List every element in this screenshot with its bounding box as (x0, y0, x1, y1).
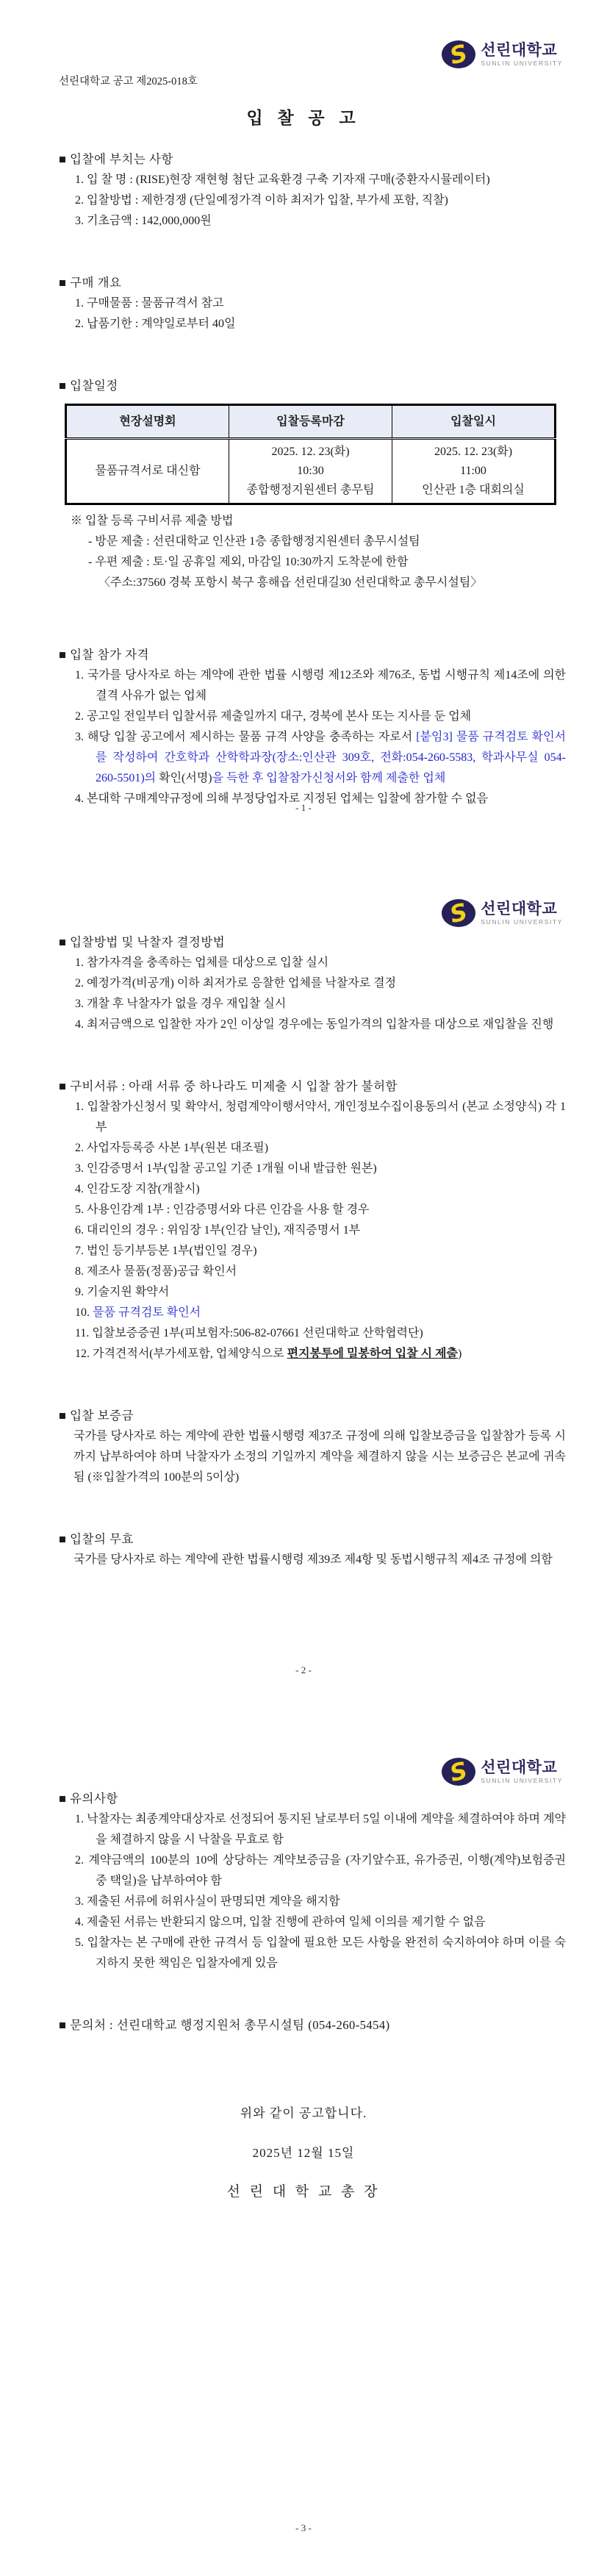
page-1 (0, 0, 607, 859)
list-item-mixed (75, 1303, 566, 1323)
cell-text: 종합행정지원센터 총무팀 (246, 484, 375, 496)
list-item: 3. 제출된 서류에 허위사실이 판명되면 계약을 해지함 (75, 1895, 340, 1908)
text-run-blue: 을 득한 후 입찰참가신청서와 함께 제출한 업체 (212, 772, 446, 784)
list-item-mixed (75, 1344, 566, 1364)
section-purchase-overview (59, 273, 566, 334)
list-item: 6. 대리인의 경우 : 위임장 1부(인감 날인), 재직증명서 1부 (75, 1224, 361, 1237)
list-item-mixed (75, 727, 566, 789)
note-address: 〈주소:37560 경북 포항시 북구 흥해읍 선린대길30 선린대학교 총무시설팀〉 (98, 576, 483, 589)
list-item: 2. 계약금액의 100분의 10에 상당하는 계약보증금을 (자기앞수표, 유가증권, 이행(계약)보험증권 중 택일)을 납부하여야 함 (75, 1854, 566, 1887)
section-title: ■ 입찰방법 및 낙찰자 결정방법 (59, 935, 226, 949)
list-item: 3. 인감증명서 1부(입찰 공고일 기준 1개월 이내 발급한 원본) (75, 1162, 377, 1175)
section-required-documents (59, 1076, 566, 1364)
list-item: 3. 개찰 후 낙찰자가 없을 경우 재입찰 실시 (75, 998, 287, 1010)
section-precautions (59, 1789, 566, 1974)
list-item: 1. 입찰참가신청서 및 확약서, 청렴계약이행서약서, 개인정보수집이용동의서 (본교 소정양식) 각 1부 (75, 1101, 566, 1134)
cell-text: 10:30 (297, 465, 324, 477)
text-run: 3. 해당 입찰 공고에서 제시하는 물품 규격 사양을 충족하는 자로서 (75, 731, 417, 743)
list-item: 1. 참가자격을 충족하는 업체를 대상으로 입찰 실시 (75, 956, 329, 969)
section-bid-deposit (59, 1406, 566, 1488)
section-body: 국가를 당사자로 하는 계약에 관한 법률시행령 제37조 규정에 의해 입찰보증금을 입찰참가 등록 시까지 납부하여야 하며 낙찰자가 소정의 기일까지 계약을 체결하지 않을 시는 보증금은 본교에 귀속됨 (※입찰가격의 100분의 5이상) (73, 1430, 566, 1484)
logo-kr-text: 선린대학교 (481, 900, 558, 917)
list-item: 4. 인감도장 지참(개찰시) (75, 1183, 200, 1195)
list-item: 3. 기초금액 : 142,000,000원 (75, 215, 212, 227)
cell-bid-datetime (392, 439, 556, 504)
logo-en-text: SUNLIN UNIVERSITY (481, 59, 563, 67)
page-number: - 1 - (295, 802, 312, 813)
section-title: ■ 입찰에 부치는 사항 (59, 152, 173, 166)
text-run: 10. (75, 1306, 93, 1319)
closing-statement: 위와 같이 공고합니다. (240, 2106, 367, 2120)
cell-registration-deadline (229, 439, 392, 504)
logo-kr-text: 선린대학교 (481, 1759, 558, 1776)
list-item: 7. 법인 등기부등본 1부(법인일 경우) (75, 1245, 257, 1257)
cell-text: 2025. 12. 23(화) (271, 446, 350, 458)
section-contact (59, 2015, 566, 2036)
bid-schedule-table (65, 404, 556, 505)
table-header-site-briefing: 현장설명회 (66, 405, 229, 439)
text-run-emphasis: 편지봉투에 밀봉하여 입찰 시 제출 (287, 1348, 459, 1360)
text-run: ) (458, 1348, 462, 1360)
list-item: 1. 국가를 당사자로 하는 계약에 관한 법률 시행령 제12조와 제76조, 동법 시행규칙 제14조에 의한 결격 사유가 없는 업체 (75, 669, 566, 702)
list-item: 2. 예정가격(비공개) 이하 최저가로 응찰한 업체를 낙찰자로 결정 (75, 977, 397, 990)
list-item: 4. 최저금액으로 입찰한 자가 2인 이상일 경우에는 동일가격의 입찰자를 대상으로 재입찰을 진행 (75, 1018, 554, 1031)
list-item: 4. 제출된 서류는 반환되지 않으며, 입찰 진행에 관하여 일체 이의를 제기할 수 없음 (75, 1916, 486, 1928)
university-logo-mark (441, 1756, 476, 1788)
logo-en-text: SUNLIN UNIVERSITY (481, 1776, 563, 1784)
page3-content (59, 1789, 566, 2036)
list-item: 1. 낙찰자는 최종계약대상자로 선정되어 통지된 날로부터 5일 이내에 계약을 체결하여야 하며 계약을 체결하지 않을 시 낙찰을 무효로 함 (75, 1813, 566, 1846)
list-item: 2. 공고일 전일부터 입찰서류 제출일까지 대구, 경북에 본사 또는 지사를 둔 업체 (75, 710, 472, 723)
list-item: 2. 납품기한 : 계약일로부터 40일 (75, 318, 236, 330)
text-run: 12. 가격견적서(부가세포함, 업체양식으로 (75, 1348, 287, 1360)
list-item: 1. 구매물품 : 물품규격서 참고 (75, 297, 224, 310)
text-run-blue: 물품 규격검토 확인서 (93, 1306, 201, 1319)
university-logo (441, 897, 563, 929)
announcement-date: 2025년 12월 15일 (252, 2146, 355, 2160)
list-item: 11. 입찰보증증권 1부(피보험자:506-82-07661 선린대학교 산학협력단) (75, 1327, 423, 1339)
note-title: ※ 입찰 등록 구비서류 제출 방법 (71, 515, 234, 527)
list-item: 5. 사용인감계 1부 : 인감증명서와 다른 인감을 사용 할 경우 (75, 1203, 370, 1216)
text-run-blue: [붙임3] 물품 규격검토 확인서를 작성하여 간호학과 산학학과장(장소:인산관 309호, 전화:054-260-5583, 학과사무실 054-260-5501)의 (96, 731, 566, 784)
contact-info: ■ 문의처 : 선린대학교 행정지원처 총무시설팀 (054-260-5454) (59, 2018, 390, 2032)
submission-method-note (71, 511, 566, 593)
table-header-bid-datetime: 입찰일시 (392, 405, 556, 439)
section-body: 국가를 당사자로 하는 계약에 관한 법률시행령 제39조 제4항 및 동법시행규칙 제4조 규정에 의함 (73, 1553, 553, 1566)
s-chain-icon: S (447, 38, 471, 71)
cell-text: 2025. 12. 23(화) (434, 446, 513, 458)
page-2 (0, 859, 607, 1717)
page-number: - 3 - (295, 2522, 312, 2533)
page2-content (59, 932, 566, 1570)
section-bid-items (59, 149, 566, 232)
university-logo-mark (441, 38, 476, 71)
logo-en-text: SUNLIN UNIVERSITY (481, 917, 563, 926)
cell-text: 11:00 (460, 465, 486, 477)
section-eligibility (59, 645, 566, 809)
section-title: ■ 입찰 보증금 (59, 1409, 134, 1423)
note-line: - 방문 제출 : 선린대학교 인산관 1층 종합행정지원센터 총무시설팀 (88, 535, 420, 548)
section-award-method (59, 932, 566, 1035)
list-item: 9. 기술지원 확약서 (75, 1286, 170, 1298)
list-item: 8. 제조사 물품(정품)공급 확인서 (75, 1265, 237, 1278)
page1-content (59, 149, 566, 809)
university-logo (441, 38, 563, 71)
page-number: - 2 - (295, 1664, 312, 1675)
note-line: - 우편 제출 : 토·일 공휴일 제외, 마감일 10:30까지 도착분에 한함 (88, 556, 409, 568)
doc-number: 선린대학교 공고 제2025-018호 (59, 76, 198, 87)
section-bid-invalidity (59, 1529, 566, 1570)
section-title: ■ 유의사항 (59, 1792, 118, 1806)
section-title: ■ 입찰일정 (59, 379, 118, 393)
section-title: ■ 입찰 참가 자격 (59, 648, 149, 662)
list-item: 1. 입 찰 명 : (RISE)현장 재현형 첨단 교육환경 구축 기자재 구매(중환자시뮬레이터) (75, 173, 490, 186)
section-title: ■ 구비서류 : 아래 서류 중 하나라도 미제출 시 입찰 참가 불허함 (59, 1079, 398, 1093)
section-title: ■ 구매 개요 (59, 276, 122, 290)
list-item: 2. 사업자등록증 사본 1부(원본 대조필) (75, 1142, 269, 1154)
list-item: 2. 입찰방법 : 제한경쟁 (단일예정가격 이하 최저가 입찰, 부가세 포함, 직찰) (75, 194, 448, 207)
section-title: ■ 입찰의 무효 (59, 1532, 134, 1546)
s-chain-icon: S (447, 897, 471, 929)
s-chain-icon: S (447, 1756, 471, 1788)
list-item: 4. 본대학 구매계약규정에 의해 부정당업자로 지정된 업체는 입찰에 참가할 수 없음 (75, 793, 489, 805)
table-row (66, 439, 556, 504)
university-logo (441, 1756, 563, 1788)
logo-kr-text: 선린대학교 (481, 41, 558, 59)
cell-site-briefing (66, 439, 229, 504)
table-header-registration-deadline: 입찰등록마감 (229, 405, 392, 439)
list-item: 5. 입찰자는 본 구매에 관한 규격서 등 입찰에 필요한 모든 사항을 완전히 숙지하여야 하며 이를 숙지하지 못한 책임은 입찰자에게 있음 (75, 1936, 566, 1969)
section-bid-schedule (59, 376, 566, 593)
cell-text: 인산관 1층 대회의실 (422, 484, 525, 496)
university-logo-mark (441, 897, 476, 929)
signer-title: 선 린 대 학 교 총 장 (226, 2184, 381, 2200)
doc-title: 입 찰 공 고 (246, 109, 361, 127)
text-run: 확인(서명) (159, 772, 212, 784)
cell-text: 물품규격서로 대신함 (95, 465, 201, 477)
page-3 (0, 1717, 607, 2576)
